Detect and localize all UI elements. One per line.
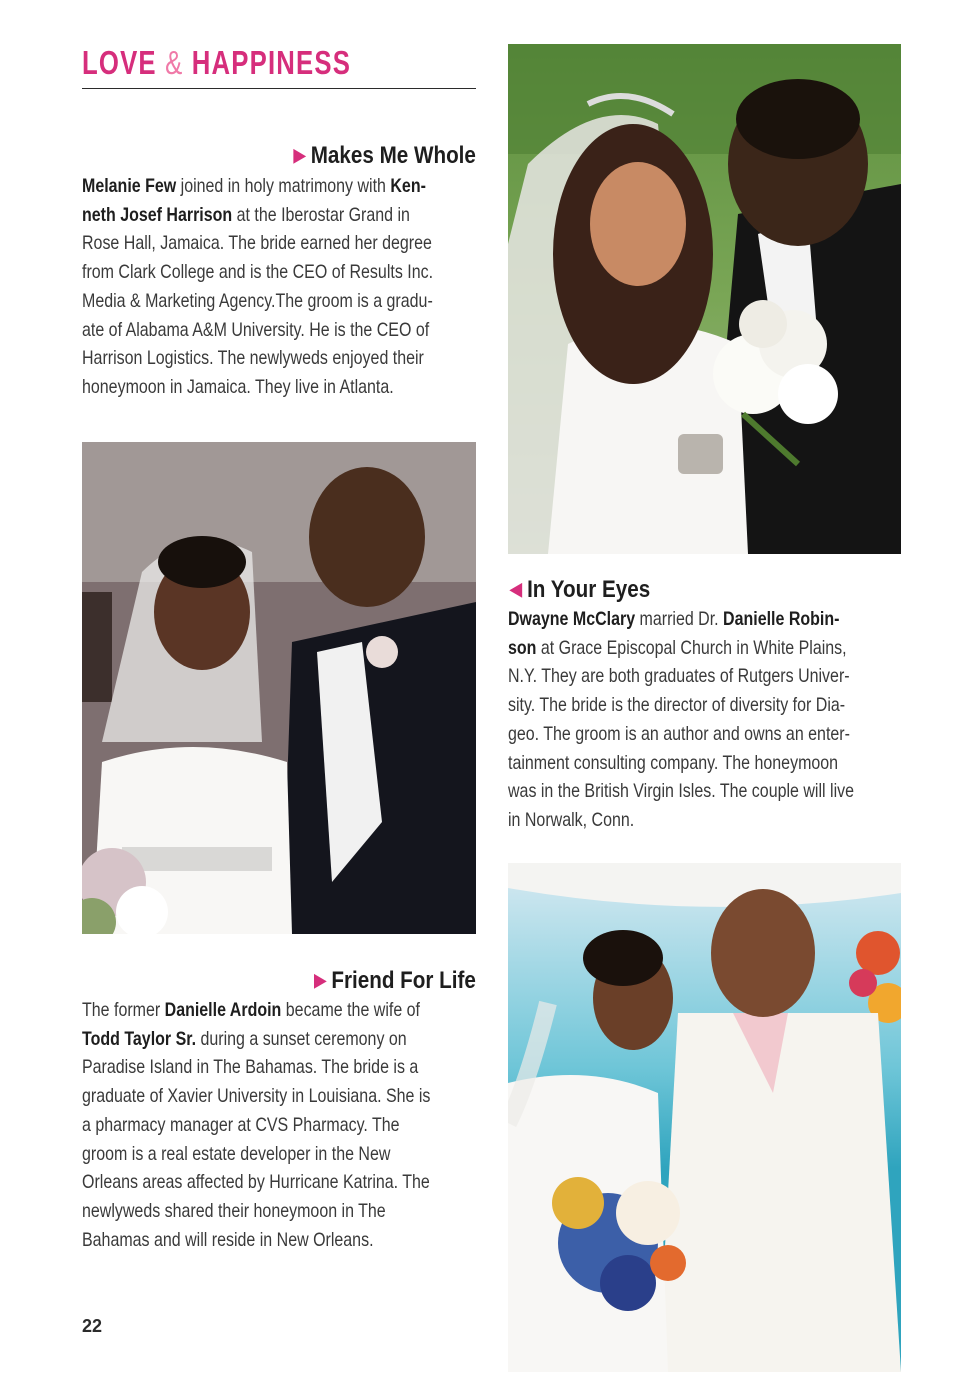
body-text-segment: The former — [82, 999, 165, 1021]
body-line — [508, 777, 901, 806]
body-text-segment: at the Iberostar Grand in — [232, 203, 410, 226]
story-title-makes-me-whole — [294, 142, 476, 170]
wedding-photo-taylor — [508, 863, 901, 1372]
name-text: neth Josef Harrison — [82, 203, 233, 226]
section-title-ampersand: & — [165, 44, 184, 81]
body-text-segment: Paradise Island in The Bahamas. The bride is a — [82, 1056, 419, 1079]
story-body-in-your-eyes — [508, 605, 901, 835]
name-text: Danielle Robin- — [723, 608, 840, 630]
body-line — [508, 691, 901, 720]
body-text-segment: in Norwalk, Conn. — [508, 808, 635, 831]
story-title-text: Makes Me Whole — [310, 142, 476, 169]
section-header — [82, 40, 476, 89]
story-body-friend-for-life — [82, 996, 476, 1254]
body-line — [82, 229, 476, 258]
story-title-text: Friend For Life — [331, 967, 476, 994]
body-line — [508, 605, 901, 634]
name-text: Ken- — [390, 175, 426, 197]
body-line — [82, 1053, 476, 1082]
body-text-segment: became the wife of — [281, 999, 420, 1021]
body-line — [82, 201, 476, 230]
body-line — [508, 749, 901, 778]
body-line — [82, 172, 476, 201]
left-arrow-icon: ◀ — [510, 579, 522, 599]
name-text: Danielle Ardoin — [164, 999, 282, 1021]
body-text-segment: sity. The bride is the director of diversity for Dia- — [508, 694, 846, 717]
story-title-in-your-eyes — [510, 576, 650, 604]
wedding-photo-harrison — [508, 44, 901, 554]
body-text-segment: honeymoon in Jamaica. They live in Atlanta. — [82, 375, 394, 398]
body-text-segment: from Clark College and is the CEO of Results Inc. — [82, 261, 434, 284]
name-text: son — [508, 636, 537, 659]
body-text-segment: during a sunset ceremony on — [196, 1027, 407, 1050]
page-number: 22 — [82, 1316, 103, 1336]
body-text-segment: joined in holy matrimony with — [176, 175, 391, 197]
name-text: Dwayne McClary — [508, 608, 636, 630]
body-text-segment: Bahamas and will reside in New Orleans. — [82, 1228, 374, 1251]
body-line — [82, 287, 476, 316]
body-text-segment: Harrison Logistics. The newlyweds enjoyed their — [82, 347, 424, 370]
body-text-segment: tainment consulting company. The honeymoon — [508, 751, 839, 774]
body-line — [508, 662, 901, 691]
body-line — [82, 996, 476, 1025]
body-line — [82, 316, 476, 345]
story-body-makes-me-whole — [82, 172, 476, 402]
section-title-happiness: HAPPINESS — [191, 44, 352, 81]
name-text: Todd Taylor Sr. — [82, 1027, 197, 1050]
body-line — [508, 806, 901, 835]
right-arrow-icon: ▶ — [293, 145, 306, 165]
body-line — [82, 1140, 476, 1169]
body-text-segment: N.Y. They are both graduates of Rutgers Univer- — [508, 665, 850, 688]
body-line — [82, 1197, 476, 1226]
body-line — [82, 1082, 476, 1111]
body-text-segment: Orleans areas affected by Hurricane Katrina. The — [82, 1171, 430, 1194]
wedding-photo-mcclary — [82, 442, 476, 934]
body-text-segment: graduate of Xavier University in Louisiana. She is — [82, 1085, 431, 1108]
body-text-segment: geo. The groom is an author and owns an enter- — [508, 722, 850, 745]
body-text-segment: a pharmacy manager at CVS Pharmacy. The — [82, 1113, 400, 1136]
body-line — [82, 1226, 476, 1255]
body-text-segment: newlyweds shared their honeymoon in The — [82, 1199, 386, 1222]
body-line — [82, 1168, 476, 1197]
body-line — [82, 1111, 476, 1140]
body-line — [508, 720, 901, 749]
story-title-friend-for-life — [314, 967, 476, 995]
body-text-segment: married Dr. — [635, 608, 724, 630]
body-line — [508, 634, 901, 663]
body-text-segment: Rose Hall, Jamaica. The bride earned her degree — [82, 232, 432, 255]
body-text-segment: Media & Marketing Agency.The groom is a gradu- — [82, 289, 433, 312]
body-line — [82, 373, 476, 402]
body-line — [82, 258, 476, 287]
story-title-text: In Your Eyes — [527, 576, 651, 603]
body-text-segment: at Grace Episcopal Church in White Plains, — [536, 636, 847, 659]
name-text: Melanie Few — [82, 175, 177, 197]
body-text-segment: ate of Alabama A&M University. He is the CEO of — [82, 318, 430, 341]
body-line — [82, 344, 476, 373]
body-text-segment: groom is a real estate developer in the New — [82, 1142, 391, 1165]
body-line — [82, 1025, 476, 1054]
right-arrow-icon: ▶ — [314, 970, 327, 990]
section-title — [82, 44, 351, 82]
body-text-segment: was in the British Virgin Isles. The couple will live — [508, 780, 855, 803]
section-title-love: LOVE — [82, 44, 157, 81]
